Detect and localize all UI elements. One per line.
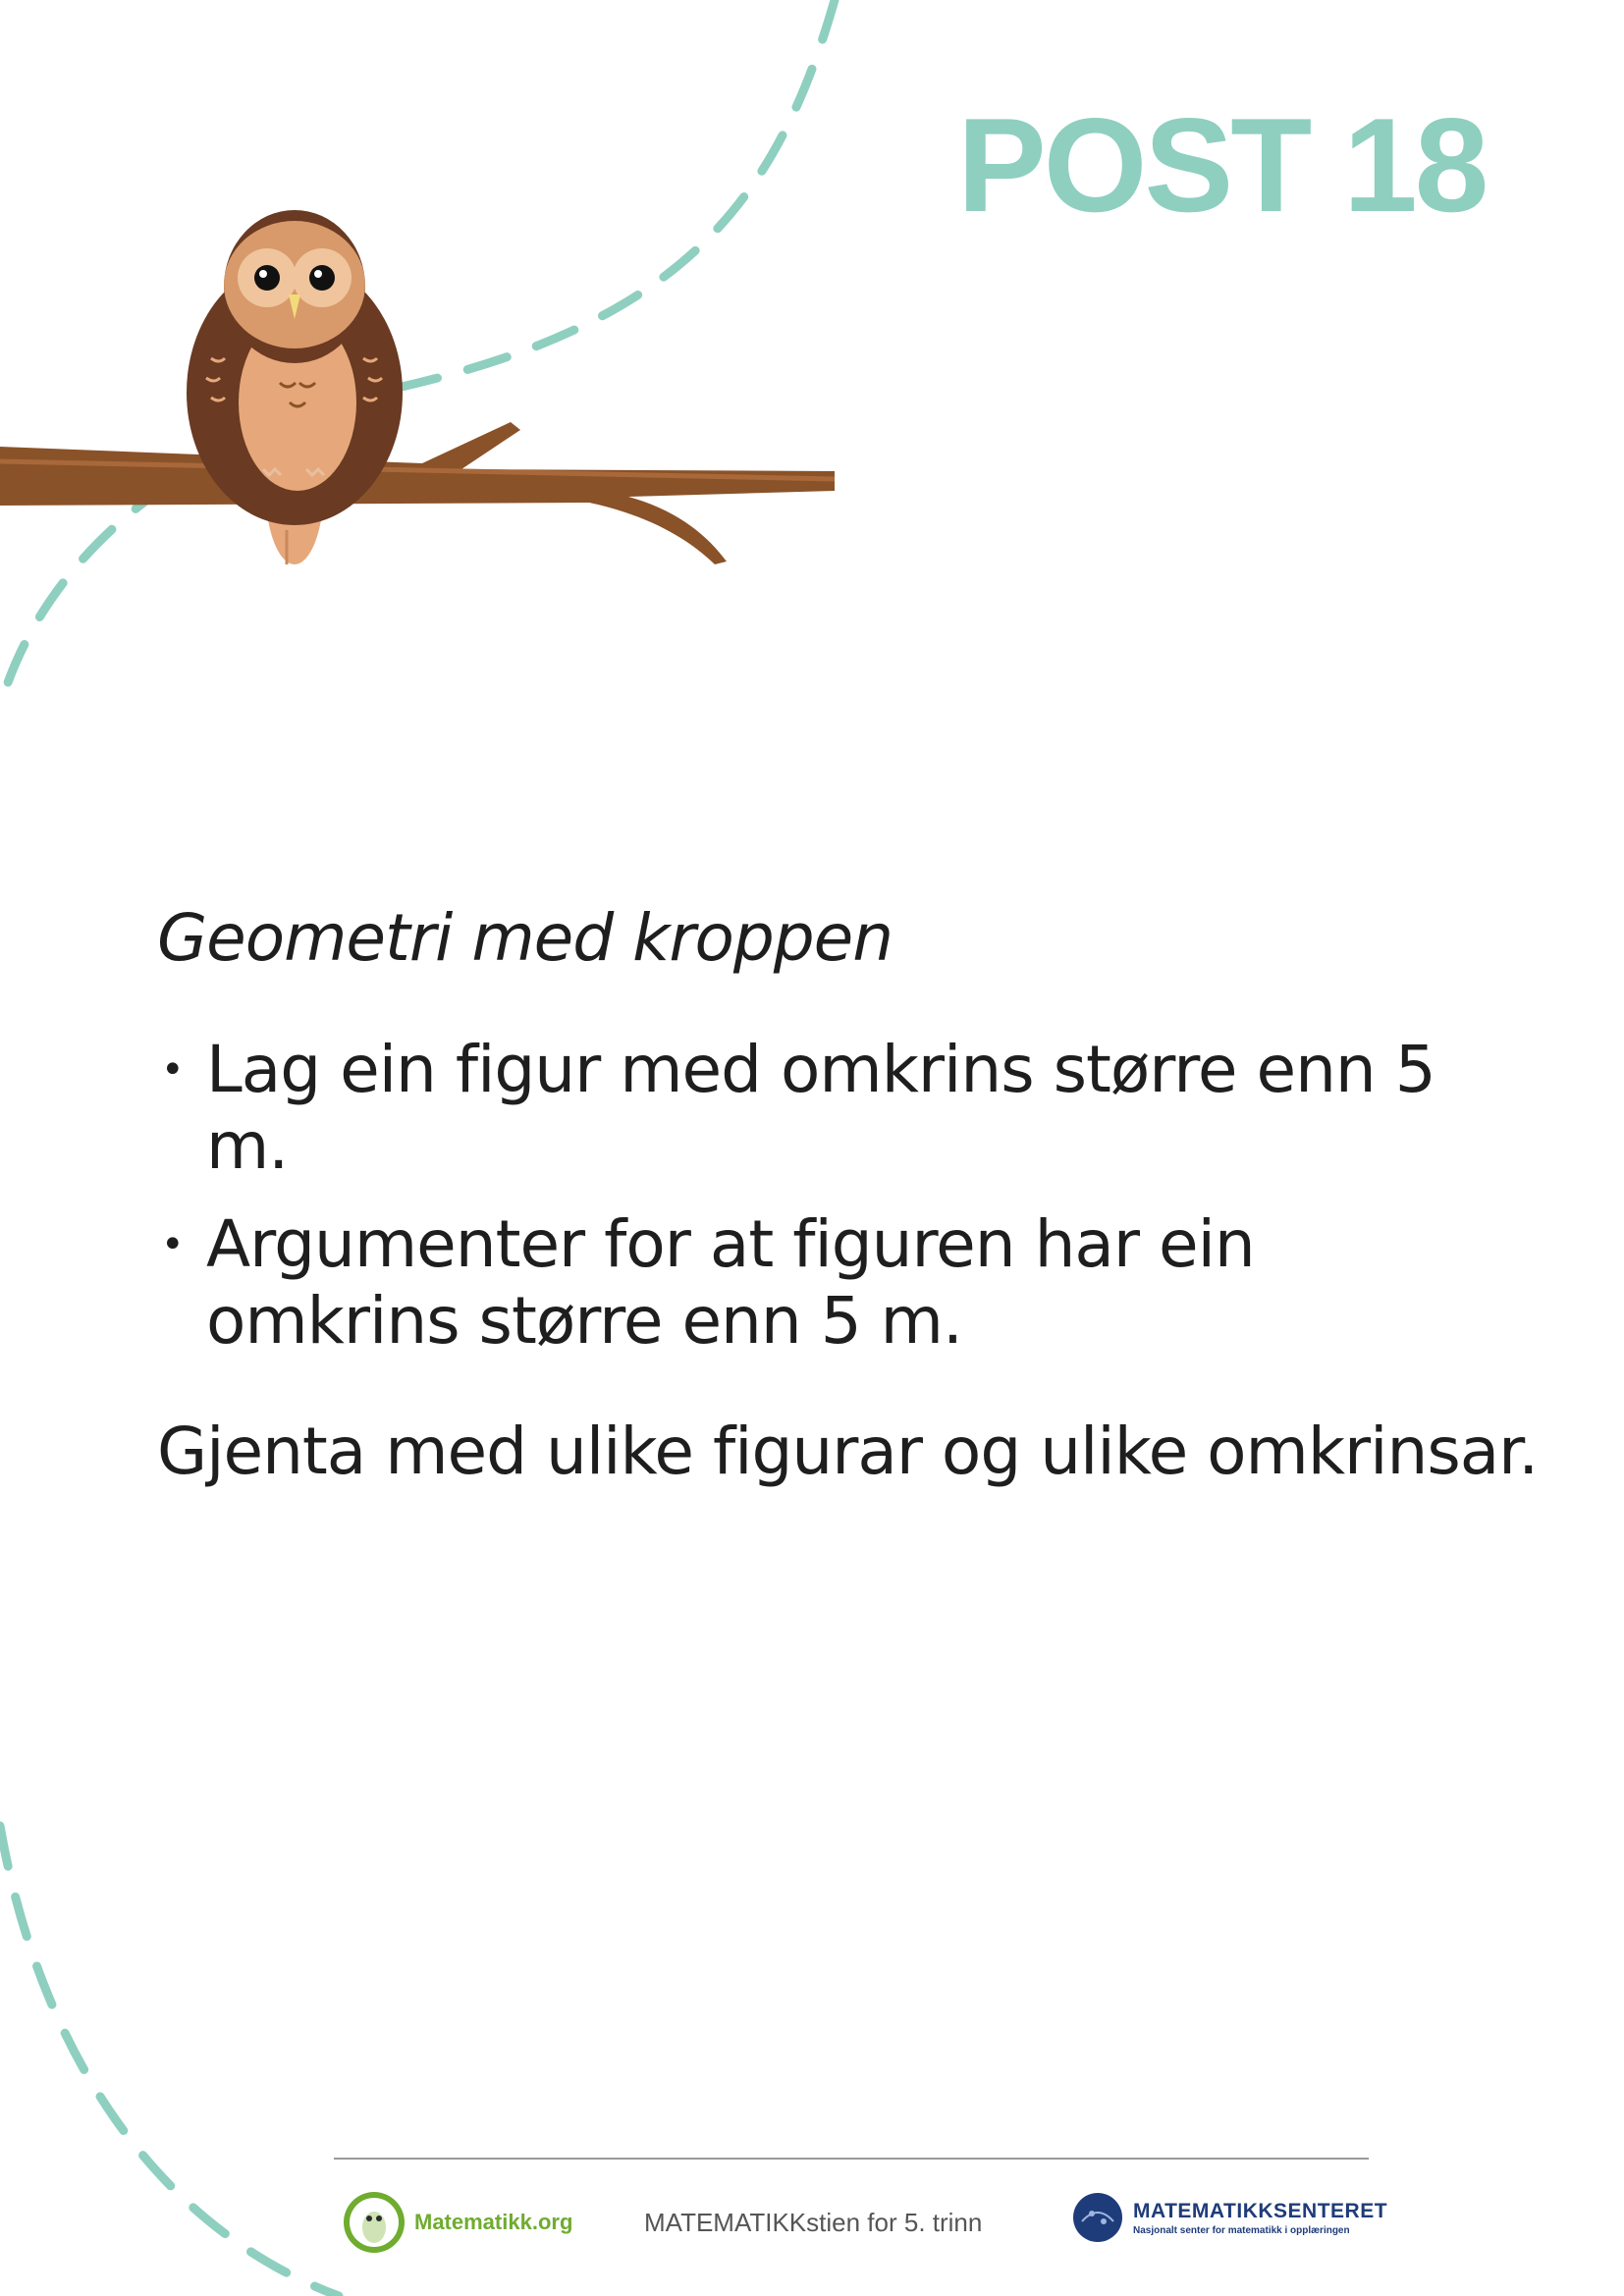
owl-badge-icon xyxy=(342,2190,406,2255)
task-bullet-text: Lag ein figur med omkrins større enn 5 m. xyxy=(206,1031,1435,1184)
branch-illustration xyxy=(0,422,835,564)
bullet-dot-icon: • xyxy=(161,1221,184,1267)
matematikksenteret-title: MATEMATIKKSENTERET xyxy=(1133,2199,1388,2222)
footer-divider xyxy=(334,2158,1369,2160)
task-bullet-list xyxy=(157,1032,1532,1360)
task-repeat-instruction: Gjenta med ulike figurar og ulike omkrinsar. xyxy=(157,1413,1539,1489)
footer xyxy=(334,2184,1388,2263)
task-bullet-item xyxy=(157,1032,1522,1185)
task-bullet-text: Argumenter for at figuren har ein omkrins større enn 5 m. xyxy=(206,1205,1255,1359)
task-subtitle: Geometri med kroppen xyxy=(157,900,893,976)
matematikksenteret-emblem-icon xyxy=(1072,2192,1123,2243)
matematikksenteret-subtitle: Nasjonalt senter for matematikk i opplæringen xyxy=(1133,2224,1350,2236)
owl-illustration xyxy=(187,210,403,564)
matematikksenteret-logo xyxy=(1072,2192,1387,2243)
matematikk-org-logo-text: Matematikk.org xyxy=(414,2210,573,2234)
matematikk-org-logo xyxy=(342,2187,572,2258)
footer-center-text: MATEMATIKKstien for 5. trinn xyxy=(644,2208,983,2237)
task-bullet-item xyxy=(157,1206,1522,1360)
post-title: POST 18 xyxy=(957,90,1487,240)
task-content xyxy=(157,900,1539,1489)
bullet-dot-icon: • xyxy=(161,1046,184,1093)
